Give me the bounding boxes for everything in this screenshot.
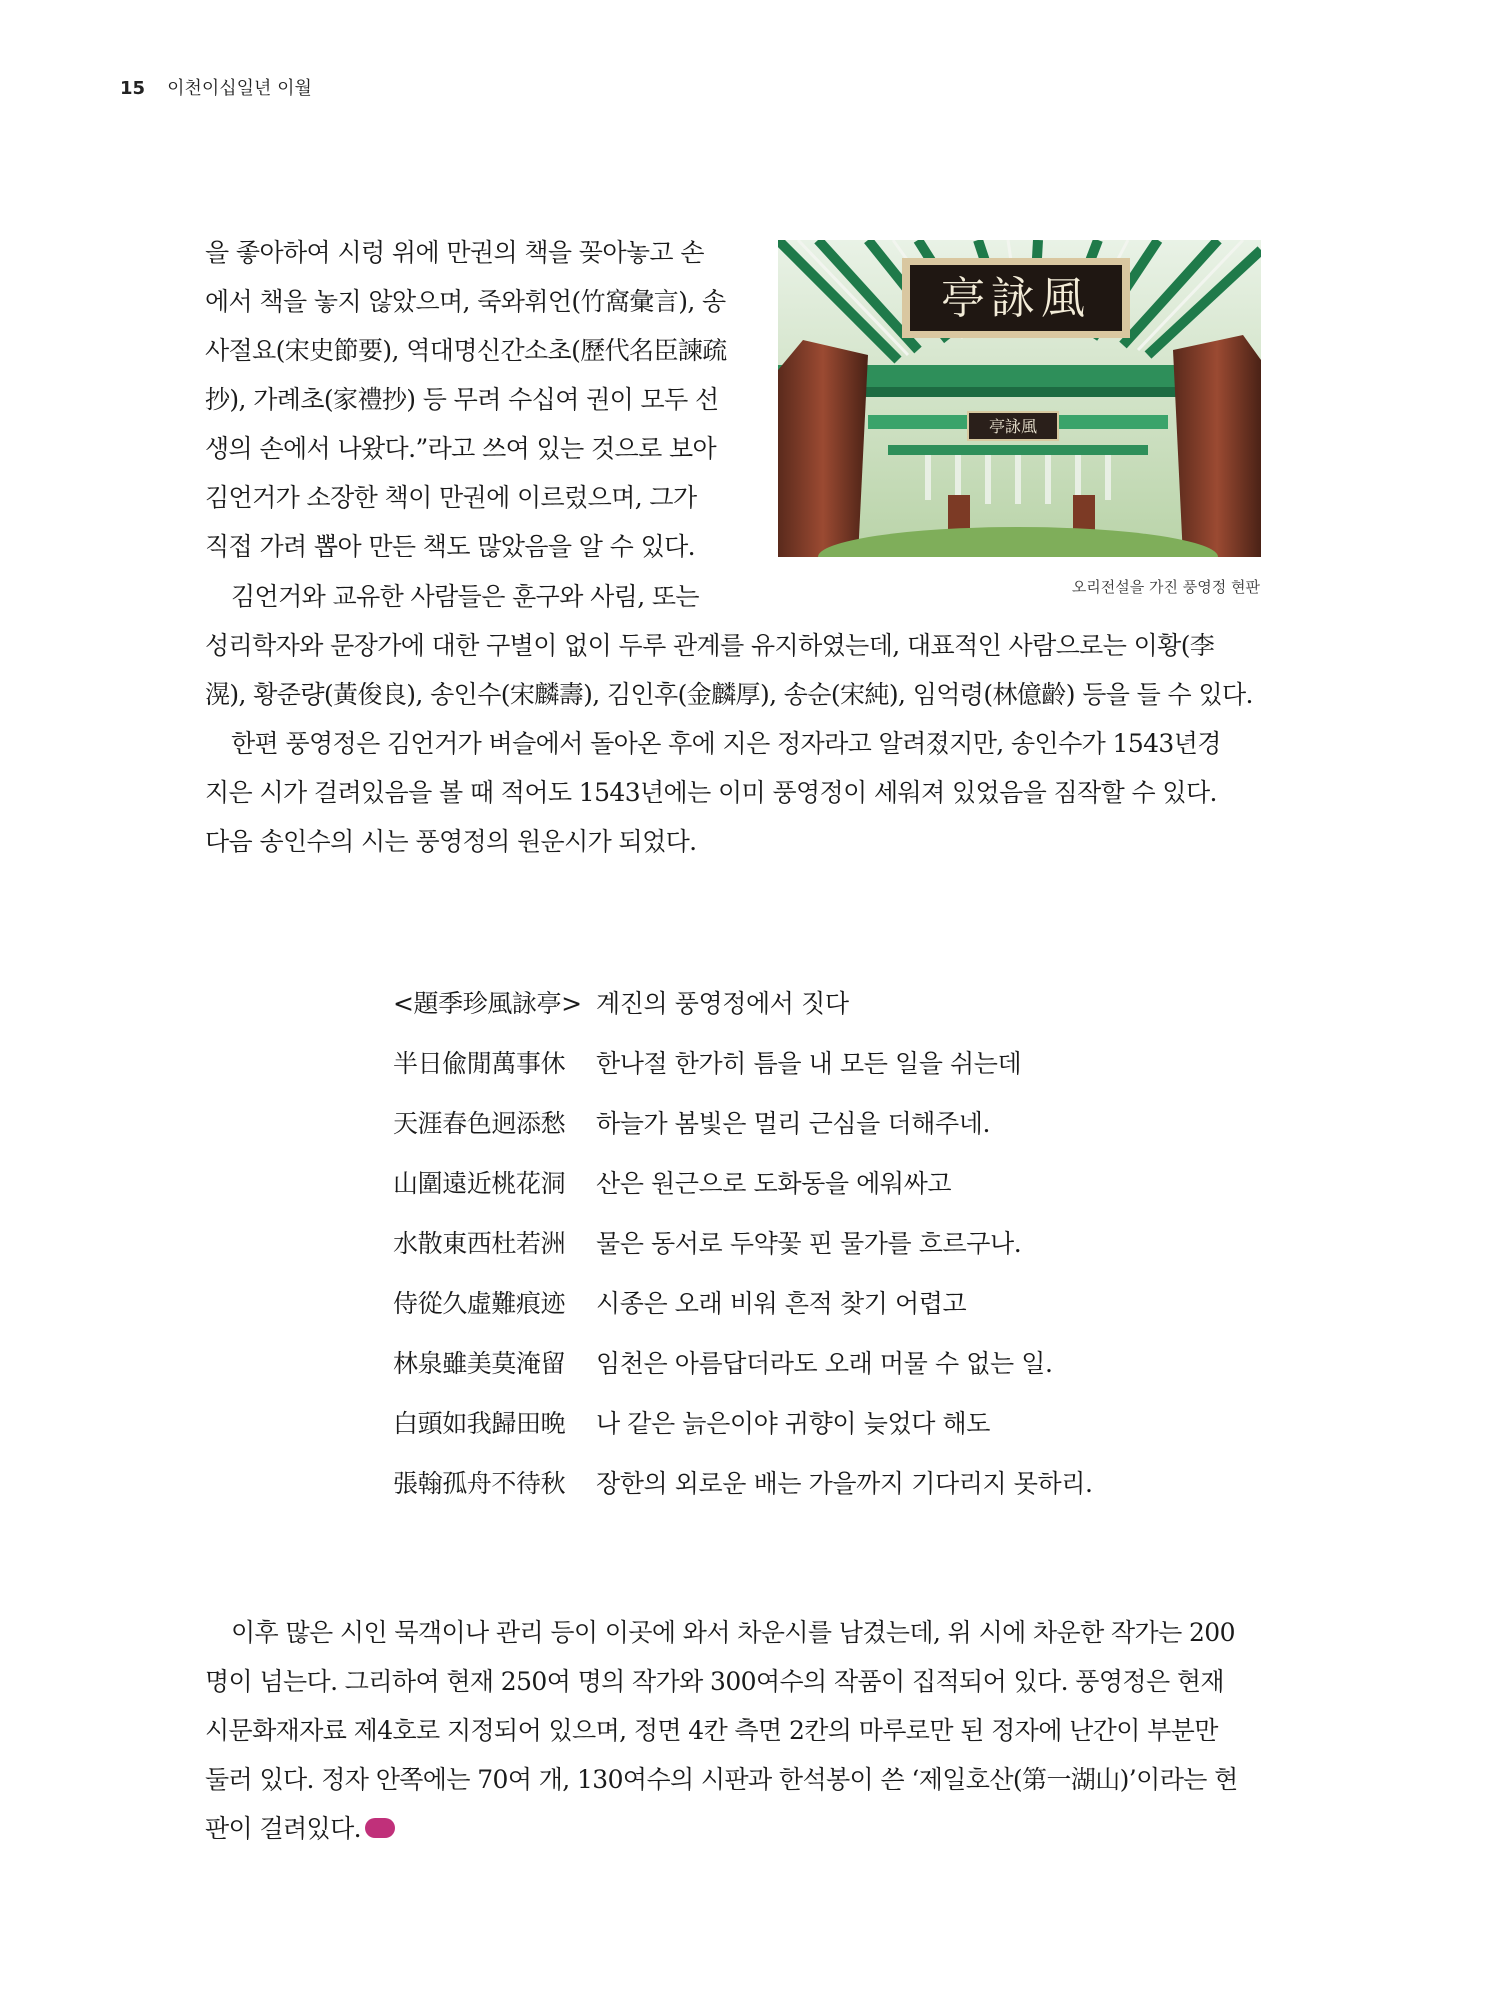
- text-line: 을 좋아하여 시렁 위에 만권의 책을 꽂아놓고 손: [205, 238, 704, 267]
- poem-line: [393, 1212, 1193, 1272]
- text-line: 생의 손에서 나왔다.”라고 쓰여 있는 것으로 보아: [205, 434, 717, 463]
- poem-line-korean: 장한의 외로운 배는 가을까지 기다리지 못하리.: [596, 1469, 1093, 1498]
- text-line: 김언거와 교유한 사람들은 훈구와 사림, 또는: [231, 582, 699, 611]
- poem-title-korean: 계진의 풍영정에서 짓다: [596, 989, 849, 1018]
- end-mark-icon: [365, 1818, 395, 1838]
- poem-line-korean: 나 같은 늙은이야 귀향이 늦었다 해도: [596, 1409, 990, 1438]
- text-line: 시문화재자료 제4호로 지정되어 있으며, 정면 4칸 측면 2칸의 마루로만 된 정자에 난간이 부분만: [205, 1716, 1218, 1745]
- poem-line: [393, 1092, 1193, 1152]
- poem-line-hanja: 半日偸閒萬事休: [393, 1049, 566, 1078]
- poem-line-hanja: 張翰孤舟不待秋: [393, 1469, 566, 1498]
- poem-line-korean: 산은 원근으로 도화동을 에워싸고: [596, 1169, 952, 1198]
- poem-line: [393, 1332, 1193, 1392]
- text-line: 抄), 가례초(家禮抄) 등 무려 수십여 권이 모두 선: [205, 385, 719, 414]
- poem-line-hanja: 天涯春色迥添愁: [393, 1109, 566, 1138]
- poem: [393, 972, 1193, 1512]
- text-line: 성리학자와 문장가에 대한 구별이 없이 두루 관계를 유지하였는데, 대표적인 사람으로는 이황(李: [205, 631, 1215, 660]
- poem-line-hanja: 山圍遠近桃花洞: [393, 1169, 566, 1198]
- pavilion-plaque-photo: [778, 240, 1261, 557]
- text-line: 한편 풍영정은 김언거가 벼슬에서 돌아온 후에 지은 정자라고 알려졌지만, 송인수가 1543년경: [231, 729, 1221, 758]
- text-line: 사절요(宋史節要), 역대명신간소초(歷代名臣諫疏: [205, 336, 727, 365]
- poem-line: [393, 1032, 1193, 1092]
- paragraph-4: [205, 1608, 1260, 1853]
- text-line: 이후 많은 시인 묵객이나 관리 등이 이곳에 와서 차운시를 남겼는데, 위 시에 차운한 작가는 200: [231, 1618, 1235, 1647]
- poem-line-hanja: 水散東西杜若洲: [393, 1229, 566, 1258]
- paragraph-1: [205, 228, 730, 571]
- poem-title: [393, 972, 1193, 1032]
- poem-line-hanja: 林泉雖美莫淹留: [393, 1349, 566, 1378]
- text-line-content: 판이 걸려있다.: [205, 1814, 361, 1843]
- poem-line-hanja: 白頭如我歸田晩: [393, 1409, 566, 1438]
- poem-line-korean: 임천은 아름답더라도 오래 머물 수 없는 일.: [596, 1349, 1053, 1378]
- text-line: 滉), 황준량(黃俊良), 송인수(宋麟壽), 김인후(金麟厚), 송순(宋純), 임억령(林億齡) 등을 들 수 있다.: [205, 680, 1253, 709]
- poem-line: [393, 1272, 1193, 1332]
- poem-line: [393, 1392, 1193, 1452]
- text-line: 지은 시가 걸려있음을 볼 때 적어도 1543년에는 이미 풍영정이 세워져 있었음을 짐작할 수 있다.: [205, 778, 1217, 807]
- paragraph-2: [205, 572, 1260, 719]
- paragraph-3: [205, 719, 1260, 866]
- poem-title-hanja: <題季珍風詠亭>: [393, 989, 582, 1018]
- small-plaque-text: 亭詠風: [988, 417, 1038, 436]
- poem-line-korean: 시종은 오래 비워 흔적 찾기 어렵고: [596, 1289, 967, 1318]
- poem-line-hanja: 侍從久虛難痕迹: [393, 1289, 566, 1318]
- text-line: 다음 송인수의 시는 풍영정의 원운시가 되었다.: [205, 827, 697, 856]
- poem-line: [393, 1152, 1193, 1212]
- poem-line-korean: 하늘가 봄빛은 멀리 근심을 더해주네.: [596, 1109, 990, 1138]
- text-line: [205, 1804, 1260, 1853]
- poem-line-korean: 한나절 한가히 틈을 내 모든 일을 쉬는데: [596, 1049, 1022, 1078]
- text-line: 명이 넘는다. 그리하여 현재 250여 명의 작가와 300여수의 작품이 집적되어 있다. 풍영정은 현재: [205, 1667, 1224, 1696]
- poem-line-korean: 물은 동서로 두약꽃 핀 물가를 흐르구나.: [596, 1229, 1022, 1258]
- photo-caption: 오리전설을 가진 풍영정 현판: [1071, 578, 1260, 596]
- poem-line: [393, 1452, 1193, 1512]
- header-title: 이천이십일년 이월: [167, 78, 312, 99]
- plaque-text: 亭詠風: [941, 273, 1091, 324]
- text-line: 김언거가 소장한 책이 만권에 이르렀으며, 그가: [205, 483, 697, 512]
- text-line: 에서 책을 놓지 않았으며, 죽와휘언(竹窩彙言), 송: [205, 287, 726, 316]
- text-line: 직접 가려 뽑아 만든 책도 많았음을 알 수 있다.: [205, 532, 696, 561]
- page-number: 15: [120, 78, 146, 99]
- running-header: [120, 74, 312, 100]
- text-line: 둘러 있다. 정자 안쪽에는 70여 개, 130여수의 시판과 한석봉이 쓴 ‘제일호산(第一湖山)’이라는 현: [205, 1765, 1238, 1794]
